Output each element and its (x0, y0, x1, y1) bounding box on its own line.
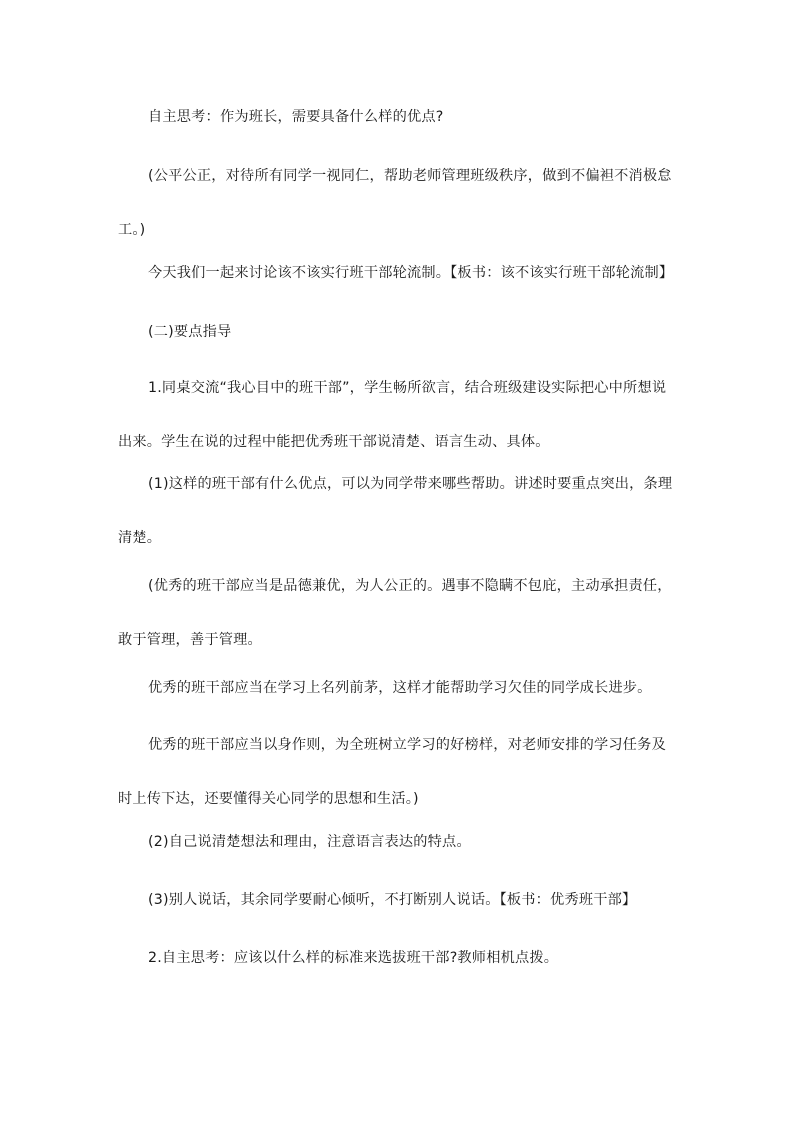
paragraph-7: (优秀的班干部应当是品德兼优，为人公正的。遇事不隐瞒不包庇，主动承担责任，敢于管理，善于管理。 (118, 578, 672, 648)
paragraph-10: (2)自己说清楚想法和理由，注意语言表达的特点。 (148, 834, 471, 850)
paragraph-2: (公平公正，对待所有同学一视同仁，帮助老师管理班级秩序，做到不偏袒不消极怠工。) (118, 168, 672, 238)
paragraph-4: (二)要点指导 (148, 324, 232, 340)
paragraph-1: 自主思考：作为班长，需要具备什么样的优点? (148, 109, 444, 125)
paragraph-3: 今天我们一起来讨论该不该实行班干部轮流制。【板书：该不该实行班干部轮流制】 (148, 265, 674, 281)
paragraph-12: 2.自主思考：应该以什么样的标准来选拔班干部?教师相机点拨。 (148, 950, 559, 966)
paragraph-9: 优秀的班干部应当以身作则，为全班树立学习的好榜样，对老师安排的学习任务及时上传下达，还要懂得关心同学的思想和生活。) (118, 737, 666, 807)
paragraph-6: (1)这样的班干部有什么优点，可以为同学带来哪些帮助。讲述时要重点突出，条理清楚。 (118, 476, 673, 546)
paragraph-11: (3)别人说话，其余同学要耐心倾听，不打断别人说话。【板书：优秀班干部】 (148, 892, 637, 908)
paragraph-8: 优秀的班干部应当在学习上名列前茅，这样才能帮助学习欠佳的同学成长进步。 (148, 680, 652, 696)
paragraph-5: 1.同桌交流“我心目中的班干部”，学生畅所欲言，结合班级建设实际把心中所想说出来。学生在说的过程中能把优秀班干部说清楚、语言生动、具体。 (118, 380, 667, 450)
